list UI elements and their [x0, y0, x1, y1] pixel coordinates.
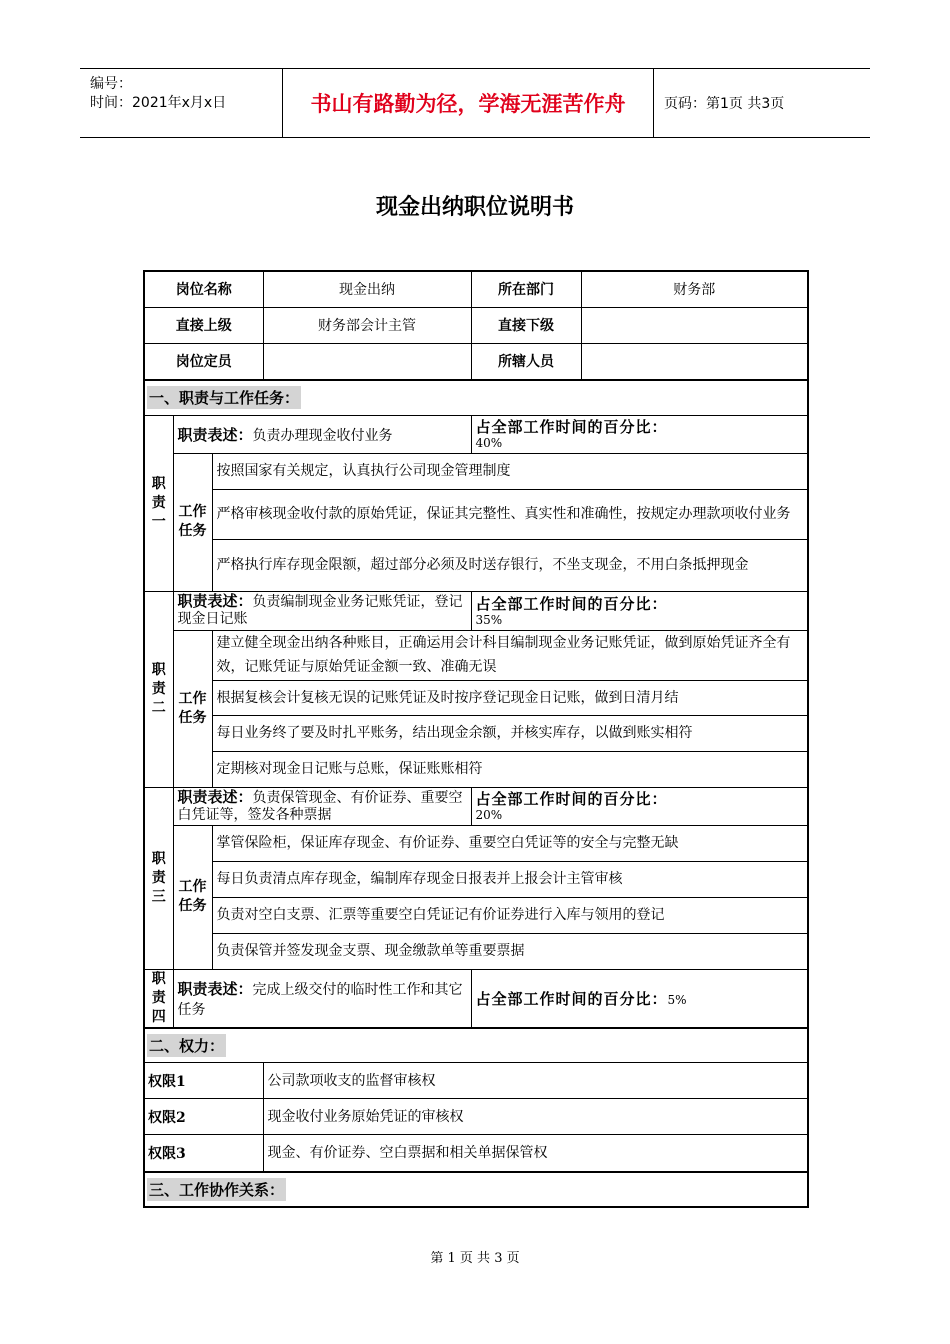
- task-label-text: 工作任务: [178, 690, 207, 726]
- authority-1-label: 权限1: [144, 1063, 263, 1099]
- section-header: [144, 1028, 808, 1063]
- time-label: 时间：2021年x月x日: [90, 95, 227, 111]
- task-row: [144, 715, 808, 751]
- pct-label: 占全部工作时间的百分比：: [475, 989, 668, 1008]
- duty-label: [144, 969, 173, 1028]
- duty-3-task-2: 每日负责清点库存现金，编制库存现金日报表并上报会计主管审核: [212, 861, 808, 897]
- duty-2-task-4: 定期核对现金日记账与总账，保证账账相符: [212, 751, 808, 787]
- pct-label: 占全部工作时间的百分比：: [475, 418, 668, 436]
- position-name-label: 岗位名称: [144, 271, 263, 307]
- task-row: [144, 680, 808, 715]
- authority-2-label: 权限2: [144, 1099, 263, 1135]
- duty-2-desc: 负责编制现金业务记账凭证，登记现金日记账: [177, 594, 463, 627]
- position-name-value: 现金出纳: [263, 271, 471, 307]
- duty-desc-label: 职责表述：: [177, 787, 253, 806]
- section2-title: 二、权力：: [147, 1034, 226, 1057]
- duty-2-pct: 35%: [475, 612, 503, 627]
- duty-desc-label: 职责表述：: [177, 425, 253, 444]
- task-label: [173, 825, 212, 969]
- duty-3-label: 职责三: [151, 850, 166, 905]
- document-title: 现金出纳职位说明书: [375, 195, 574, 220]
- department-label: 所在部门: [471, 271, 581, 307]
- duty-3-task-4: 负责保管并签发现金支票、现金缴款单等重要票据: [212, 933, 808, 969]
- header-page-info: 页码：第1页 共3页: [664, 96, 785, 112]
- task-row: [144, 453, 808, 489]
- task-row: [144, 933, 808, 969]
- headcount-label: 岗位定员: [144, 343, 263, 380]
- duty-desc-label: 职责表述：: [177, 592, 253, 610]
- duty-desc-row: [144, 969, 808, 1028]
- duty-1-pct: 40%: [475, 436, 503, 450]
- duty-label: [144, 787, 173, 969]
- duty-desc-row: [144, 415, 808, 453]
- duty-3-task-3: 负责对空白支票、汇票等重要空白凭证记有价证券进行入库与领用的登记: [212, 897, 808, 933]
- duty-1-task-2: 严格审核现金收付款的原始凭证，保证其完整性、真实性和准确性，按规定办理款项收付业务: [212, 489, 808, 539]
- subordinate-label: 直接下级: [471, 307, 581, 343]
- duty-1-label: 职责一: [151, 475, 166, 530]
- section-header: [144, 1172, 808, 1207]
- duty-desc-row: [144, 787, 808, 825]
- authority-3-text: 现金、有价证券、空白票据和相关单据保管权: [263, 1135, 808, 1172]
- task-row: [144, 897, 808, 933]
- task-row: [144, 489, 808, 539]
- info-row: [144, 343, 808, 380]
- duty-4-label: 职责四: [151, 970, 166, 1025]
- superior-label: 直接上级: [144, 307, 263, 343]
- staff-label: 所辖人员: [471, 343, 581, 380]
- pct-label: 占全部工作时间的百分比：: [475, 790, 668, 808]
- duty-desc-label: 职责表述：: [177, 979, 253, 998]
- authority-3-label: 权限3: [144, 1135, 263, 1172]
- authority-row: [144, 1135, 808, 1172]
- section1-title: 一、职责与工作任务：: [147, 386, 301, 409]
- number-label: 编号：: [90, 76, 132, 92]
- duty-label: [144, 415, 173, 591]
- section3-title: 三、工作协作关系：: [147, 1178, 286, 1201]
- superior-value: 财务部会计主管: [263, 307, 471, 343]
- pct-label: 占全部工作时间的百分比：: [475, 594, 668, 613]
- job-description-table: [143, 270, 809, 1208]
- duty-2-task-2: 根据复核会计复核无误的记账凭证及时按序登记现金日记账，做到日清月结: [212, 680, 808, 715]
- duty-1-task-1: 按照国家有关规定，认真执行公司现金管理制度: [212, 453, 808, 489]
- task-row: [144, 630, 808, 680]
- task-label: [173, 630, 212, 787]
- authority-1-text: 公司款项收支的监督审核权: [263, 1063, 808, 1099]
- duty-1-task-3: 严格执行库存现金限额，超过部分必须及时送存银行，不坐支现金，不用白条抵押现金: [212, 539, 808, 591]
- task-label: [173, 453, 212, 591]
- duty-1-desc: 负责办理现金收付业务: [252, 427, 393, 444]
- task-label-text: 工作任务: [178, 504, 207, 539]
- duty-label: [144, 591, 173, 787]
- authority-row: [144, 1063, 808, 1099]
- headcount-value: [263, 343, 471, 380]
- subordinate-value: [581, 307, 808, 343]
- page-footer: 第 1 页 共 3 页: [430, 1251, 520, 1266]
- header-meta: [80, 69, 283, 137]
- department-value: 财务部: [581, 271, 808, 307]
- task-row: [144, 825, 808, 861]
- header-slogan: 书山有路勤为径，学海无涯苦作舟: [283, 69, 654, 137]
- duty-3-desc: 负责保管现金、有价证券、重要空白凭证等，签发各种票据: [177, 789, 463, 823]
- authority-2-text: 现金收付业务原始凭证的审核权: [263, 1099, 808, 1135]
- info-row: [144, 307, 808, 343]
- duty-3-task-1: 掌管保险柜，保证库存现金、有价证券、重要空白凭证等的安全与完整无缺: [212, 825, 808, 861]
- task-label-text: 工作任务: [178, 879, 207, 914]
- task-row: [144, 751, 808, 787]
- section-header: [144, 380, 808, 415]
- task-row: [144, 861, 808, 897]
- task-row: [144, 539, 808, 591]
- authority-row: [144, 1099, 808, 1135]
- info-row: [144, 271, 808, 307]
- staff-value: [581, 343, 808, 380]
- duty-2-label: 职责二: [151, 661, 166, 716]
- duty-4-desc: 完成上级交付的临时性工作和其它任务: [177, 981, 463, 1018]
- duty-desc-row: [144, 591, 808, 630]
- duty-2-task-3: 每日业务终了要及时扎平账务，结出现金余额，并核实库存，以做到账实相符: [212, 715, 808, 751]
- duty-2-task-1: 建立健全现金出纳各种账目，正确运用会计科目编制现金业务记账凭证，做到原始凭证齐全有效，记账凭证与原始凭证金额一致、准确无误: [212, 630, 808, 680]
- page-header: [80, 68, 870, 138]
- duty-4-pct: 5%: [667, 992, 687, 1007]
- duty-3-pct: 20%: [475, 808, 503, 822]
